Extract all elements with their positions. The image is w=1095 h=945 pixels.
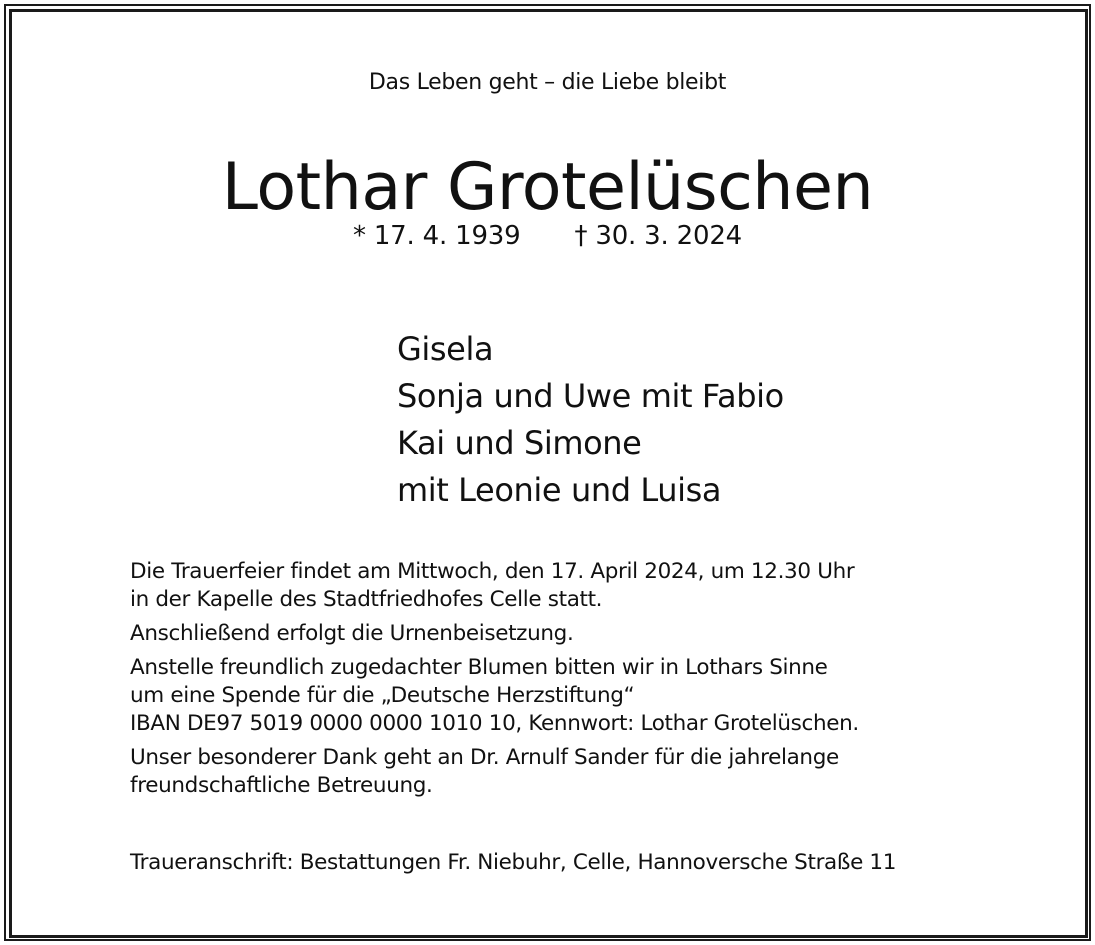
text-line: Anstelle freundlich zugedachter Blumen bitten wir in Lothars Sinne xyxy=(130,655,828,680)
life-dates xyxy=(0,218,1095,254)
text-line: freundschaftliche Betreuung. xyxy=(130,773,433,798)
funeral-details xyxy=(130,558,1030,806)
mourner-line: Kai und Simone xyxy=(397,424,642,462)
donation-paragraph xyxy=(130,654,1030,738)
burial-paragraph xyxy=(130,620,1030,648)
ceremony-paragraph xyxy=(130,558,1030,614)
iban-line: IBAN DE97 5019 0000 0000 1010 10, Kennwort: Lothar Grotelüschen. xyxy=(130,711,859,736)
text-line: Unser besonderer Dank geht an Dr. Arnulf Sander für die jahrelange xyxy=(130,745,839,770)
text-line: Anschließend erfolgt die Urnenbeisetzung. xyxy=(130,621,574,646)
mourner-line: Gisela xyxy=(397,330,494,368)
motto: Das Leben geht – die Liebe bleibt xyxy=(368,70,727,95)
death-date: † 30. 3. 2024 xyxy=(574,221,743,251)
mourner-line: Sonja und Uwe mit Fabio xyxy=(397,377,784,415)
mourning-address: Traueranschrift: Bestattungen Fr. Niebuhr, Celle, Hannoversche Straße 11 xyxy=(130,850,897,875)
birth-date: * 17. 4. 1939 xyxy=(352,221,521,251)
mourners-list xyxy=(397,326,784,514)
deceased-name: Lothar Grotelüschen xyxy=(221,150,874,225)
text-line: in der Kapelle des Stadtfriedhofes Celle statt. xyxy=(130,587,603,612)
text-line: Die Trauerfeier findet am Mittwoch, den 17. April 2024, um 12.30 Uhr xyxy=(130,559,855,584)
thanks-paragraph xyxy=(130,744,1030,800)
mourner-line: mit Leonie und Luisa xyxy=(397,471,722,509)
text-line: um eine Spende für die „Deutsche Herzstiftung“ xyxy=(130,683,635,708)
